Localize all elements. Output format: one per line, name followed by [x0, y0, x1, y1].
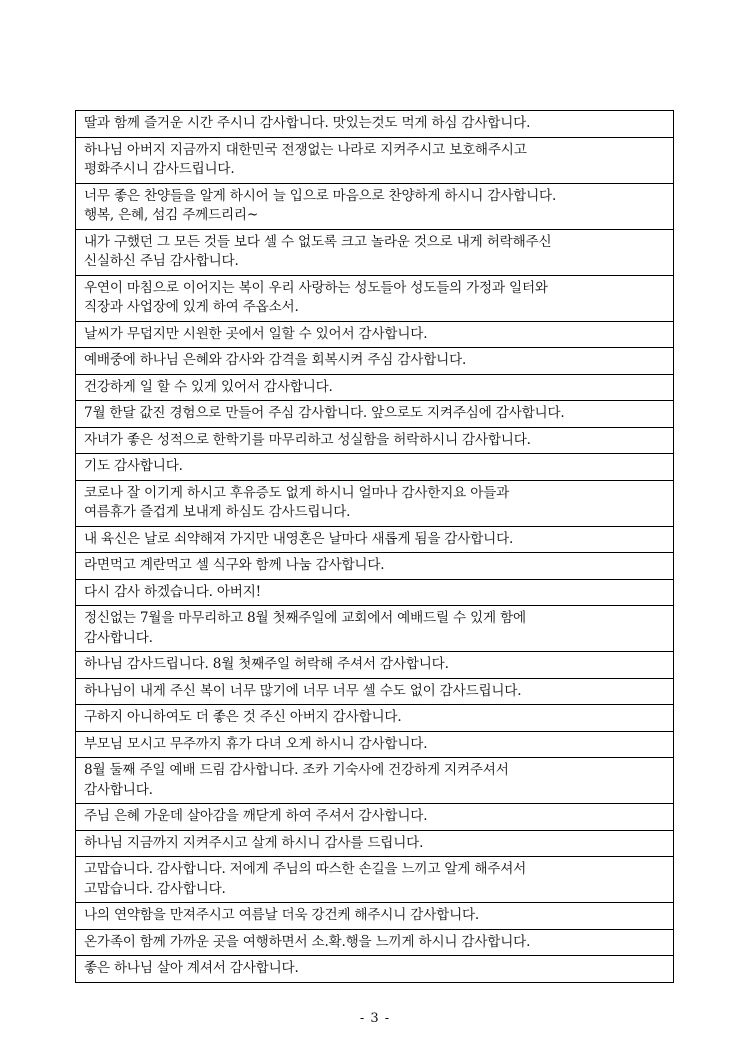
table-cell	[76, 804, 674, 831]
cell-line: 다시 감사 하겠습니다. 아버지!	[84, 583, 261, 600]
cell-line: 온가족이 함께 가까운 곳을 여행하면서 소.확.행을 느끼게 하시니 감사합니다.	[84, 933, 531, 950]
table-row	[76, 229, 674, 275]
table-cell	[76, 374, 674, 401]
table-row	[76, 678, 674, 705]
table-row	[76, 183, 674, 229]
table-cell	[76, 454, 674, 481]
cell-line: 너무 좋은 찬양들을 알게 하시어 늘 입으로 마음으로 찬양하게 하시니 감사합니다.	[84, 187, 557, 204]
table-cell	[76, 427, 674, 454]
table-cell	[76, 183, 674, 229]
table-row	[76, 137, 674, 183]
table-cell	[76, 830, 674, 857]
table-row	[76, 903, 674, 930]
cell-line: 감사합니다.	[84, 781, 153, 798]
cell-line: 자녀가 좋은 성적으로 한학기를 마무리하고 성실함을 허락하시니 감사합니다.	[84, 431, 531, 448]
table-row	[76, 857, 674, 903]
table-row	[76, 348, 674, 375]
cell-line: 하나님 지금까지 지켜주시고 살게 하시니 감사를 드립니다.	[84, 834, 424, 851]
table-cell	[76, 903, 674, 930]
cell-line: 하나님이 내게 주신 복이 너무 많기에 너무 너무 셀 수도 없이 감사드립니다.	[84, 682, 522, 699]
table-row	[76, 321, 674, 348]
cell-line: 여름휴가 즐겁게 보내게 하심도 감사드립니다.	[84, 504, 351, 520]
table-cell	[76, 731, 674, 758]
table-cell	[76, 401, 674, 428]
table-cell	[76, 553, 674, 580]
table-row	[76, 427, 674, 454]
cell-line: 행복, 은혜, 섬김 주께드리리~	[84, 207, 259, 223]
cell-line: 좋은 하나님 살아 계셔서 감사합니다.	[84, 960, 299, 976]
cell-line: 코로나 잘 이기게 하시고 후유증도 없게 하시니 얼마나 감사한지요 아들과	[84, 484, 510, 501]
table-cell	[76, 652, 674, 679]
cell-line: 건강하게 일 할 수 있게 있어서 감사합니다.	[84, 378, 333, 395]
cell-line: 부모님 모시고 무주까지 휴가 다녀 오게 하시니 감사합니다.	[84, 735, 428, 752]
cell-line: 평화주시니 감사드립니다.	[84, 161, 235, 177]
table-cell	[76, 480, 674, 526]
table-row	[76, 454, 674, 481]
cell-line: 감사합니다.	[84, 629, 153, 646]
cell-line: 주님 은혜 가운데 살아감을 깨닫게 하여 주셔서 감사합니다.	[84, 808, 428, 824]
cell-line: 구하지 아니하여도 더 좋은 것 주신 아버지 감사합니다.	[84, 709, 402, 725]
table-row	[76, 480, 674, 526]
cell-line: 우연이 마침으로 이어지는 복이 우리 사랑하는 성도들아 성도들의 가정과 일터와	[84, 279, 548, 296]
cell-line: 7월 한달 값진 경험으로 만들어 주심 감사합니다. 앞으로도 지켜주심에 감사합니다.	[84, 405, 565, 421]
table-row	[76, 579, 674, 606]
table-row	[76, 705, 674, 732]
table-cell	[76, 229, 674, 275]
table-row	[76, 606, 674, 652]
table-cell	[76, 956, 674, 983]
table-cell	[76, 705, 674, 732]
gratitude-table-body	[76, 111, 674, 983]
table-row	[76, 374, 674, 401]
table-cell	[76, 929, 674, 956]
cell-line: 내 육신은 날로 쇠약해져 가지만 내영혼은 날마다 새롭게 됨을 감사합니다.	[84, 530, 514, 547]
table-row	[76, 804, 674, 831]
cell-line: 예배중에 하나님 은혜와 감사와 감격을 회복시켜 주심 감사합니다.	[84, 352, 467, 368]
table-row	[76, 830, 674, 857]
table-cell	[76, 137, 674, 183]
table-row	[76, 956, 674, 983]
table-row	[76, 526, 674, 553]
table-row	[76, 111, 674, 138]
cell-line: 고맙습니다. 감사합니다.	[84, 880, 226, 897]
cell-line: 기도 감사합니다.	[84, 458, 183, 474]
page-number: - 3 -	[359, 1011, 391, 1026]
cell-line: 신실하신 주님 감사합니다.	[84, 253, 239, 269]
table-cell	[76, 275, 674, 321]
table-row	[76, 731, 674, 758]
cell-line: 나의 연약함을 만져주시고 여름날 더욱 강건케 해주시니 감사합니다.	[84, 907, 480, 923]
cell-line: 고맙습니다. 감사합니다. 저에게 주님의 따스한 손길을 느끼고 알게 해주셔서	[84, 861, 527, 877]
cell-line: 딸과 함께 즐거운 시간 주시니 감사합니다. 맛있는것도 먹게 하심 감사합니다.	[84, 115, 531, 131]
gratitude-table	[75, 110, 674, 983]
table-cell	[76, 348, 674, 375]
cell-line: 라면먹고 계란먹고 셀 식구와 함께 나눔 감사합니다.	[84, 557, 385, 573]
table-cell	[76, 111, 674, 138]
table-cell	[76, 526, 674, 553]
cell-line: 8월 둘째 주일 예배 드림 감사합니다. 조카 기숙사에 건강하게 지켜주셔서	[84, 762, 509, 778]
table-cell	[76, 678, 674, 705]
table-row	[76, 758, 674, 804]
table-row	[76, 275, 674, 321]
table-cell	[76, 579, 674, 606]
cell-line: 하나님 감사드립니다. 8월 첫째주일 허락해 주셔서 감사합니다.	[84, 656, 449, 672]
table-row	[76, 401, 674, 428]
table-cell	[76, 606, 674, 652]
cell-line: 직장과 사업장에 있게 하여 주옵소서.	[84, 299, 299, 315]
table-cell	[76, 857, 674, 903]
table-row	[76, 929, 674, 956]
cell-line: 하나님 아버지 지금까지 대한민국 전쟁없는 나라로 지켜주시고 보호해주시고	[84, 141, 527, 158]
cell-line: 정신없는 7월을 마무리하고 8월 첫째주일에 교회에서 예배드릴 수 있게 함에	[84, 610, 526, 626]
cell-line: 내가 구했던 그 모든 것들 보다 셀 수 없도록 크고 놀라운 것으로 내게 허락해주신	[84, 233, 552, 250]
cell-line: 날씨가 무덥지만 시원한 곳에서 일할 수 있어서 감사합니다.	[84, 325, 428, 342]
table-row	[76, 553, 674, 580]
table-cell	[76, 321, 674, 348]
table-row	[76, 652, 674, 679]
table-cell	[76, 758, 674, 804]
